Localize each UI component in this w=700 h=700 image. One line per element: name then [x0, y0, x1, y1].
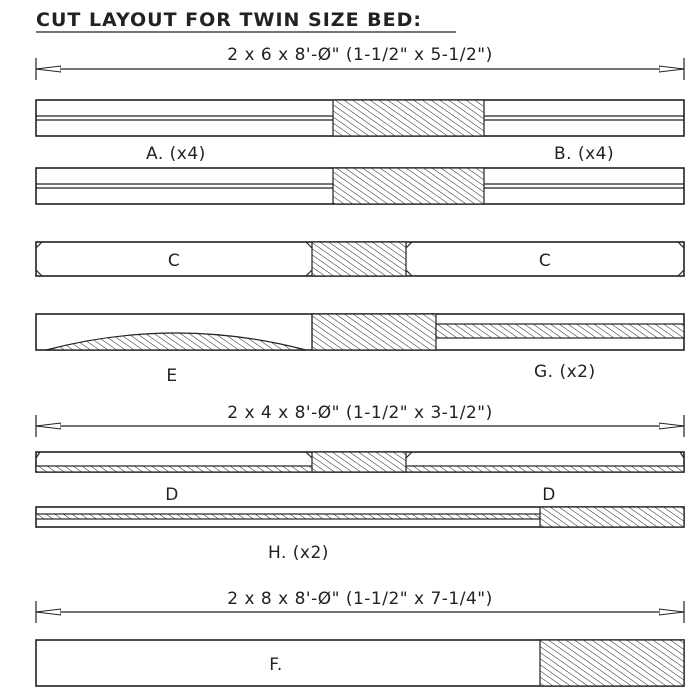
piece-label-f: F.	[269, 655, 283, 675]
piece-label-h: H. (x2)	[268, 543, 329, 563]
dimension-2x6	[36, 45, 684, 80]
stock-label-2x6: 2 x 6 x 8'-Ø" (1-1/2" x 5-1/2")	[227, 45, 493, 65]
board-2x8-f	[36, 640, 684, 686]
piece-label-d-left: D	[165, 485, 179, 505]
piece-label-d-right: D	[542, 485, 556, 505]
board-2x6-c	[36, 242, 684, 276]
board-2x4-d	[36, 452, 684, 472]
stock-label-2x8: 2 x 8 x 8'-Ø" (1-1/2" x 7-1/4")	[227, 589, 493, 609]
dimension-2x8	[36, 589, 684, 623]
piece-label-c-left: C	[167, 251, 181, 271]
diagram-title: CUT LAYOUT FOR TWIN SIZE BED:	[36, 9, 423, 31]
board-2x6-ab-2	[36, 168, 684, 204]
piece-label-c-right: C	[538, 251, 552, 271]
board-2x6-ab-1	[36, 100, 684, 136]
piece-label-g: G. (x2)	[534, 362, 596, 382]
dimension-2x4	[36, 403, 684, 437]
stock-label-2x4: 2 x 4 x 8'-Ø" (1-1/2" x 3-1/2")	[227, 403, 493, 423]
piece-label-b: B. (x4)	[554, 144, 615, 164]
board-2x6-eg	[36, 314, 684, 350]
piece-label-a: A. (x4)	[146, 144, 206, 164]
piece-label-e: E	[166, 366, 178, 386]
board-2x4-h	[36, 507, 684, 527]
